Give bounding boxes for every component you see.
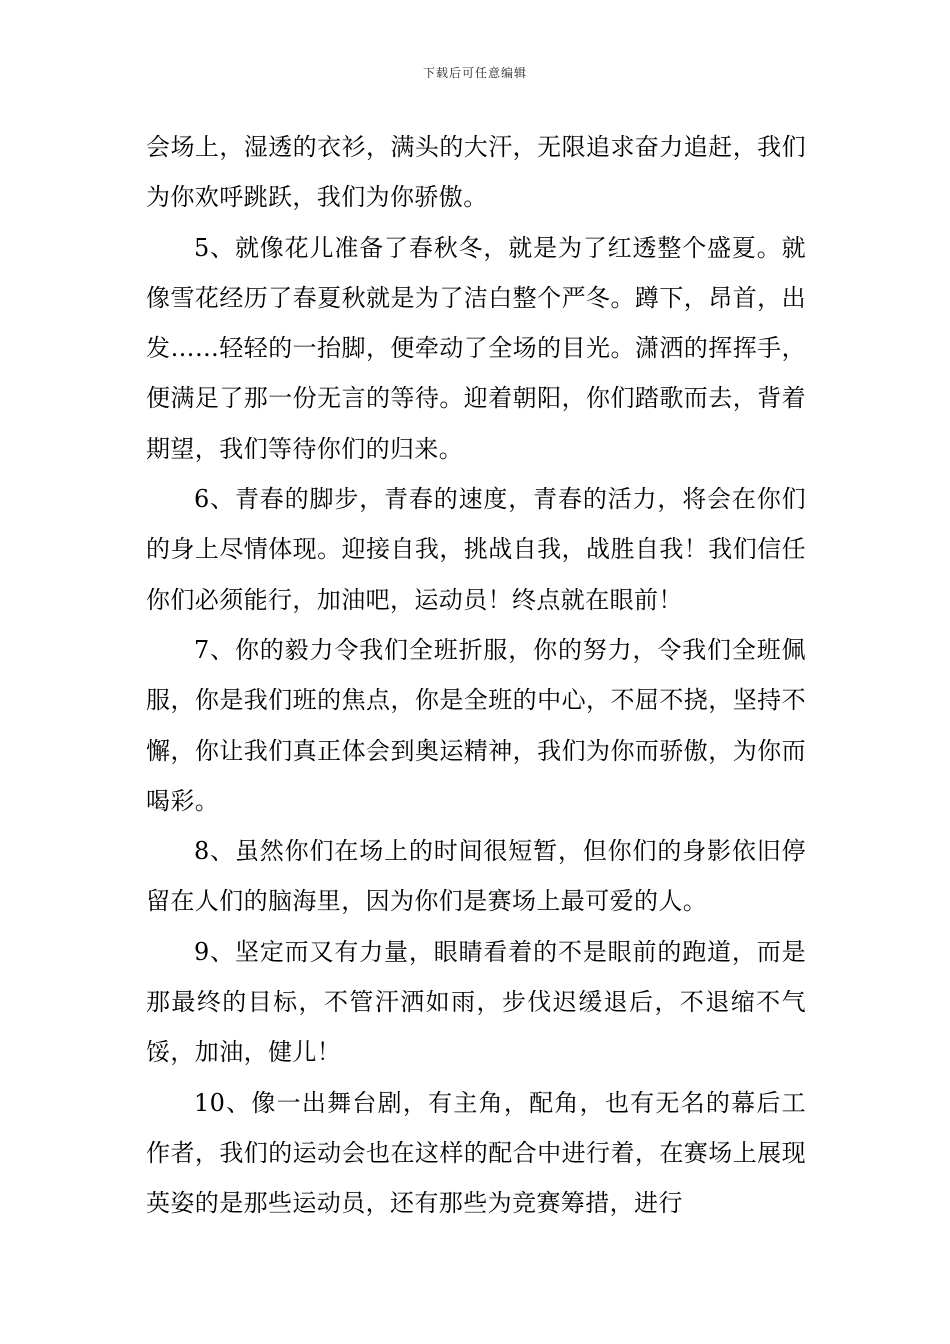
paragraph-item-9: 9、坚定而又有力量，眼睛看着的不是眼前的跑道，而是那最终的目标，不管汗洒如雨，步伐迟缓退后，不退缩不气馁，加油，健儿！ xyxy=(146,937,806,1067)
paragraph-item-10: 10、像一出舞台剧，有主角，配角，也有无名的幕后工作者，我们的运动会也在这样的配合中进行着，在赛场上展现英姿的是那些运动员，还有那些为竞赛筹措，进行 xyxy=(146,1088,806,1218)
paragraph: 会场上，湿透的衣衫，满头的大汗，无限追求奋力追赶，我们为你欢呼跳跃，我们为你骄傲。 xyxy=(146,133,806,212)
paragraph-item-7: 7、你的毅力令我们全班折服，你的努力，令我们全班佩服，你是我们班的焦点，你是全班的中心，不屈不挠，坚持不懈，你让我们真正体会到奥运精神，我们为你而骄傲，为你而喝彩。 xyxy=(146,635,806,815)
page-header: 下载后可任意编辑 xyxy=(422,66,527,80)
paragraph-item-6: 6、青春的脚步，青春的速度，青春的活力，将会在你们的身上尽情体现。迎接自我，挑战自我，战胜自我！我们信任你们必须能行，加油吧，运动员！终点就在眼前！ xyxy=(146,485,806,614)
document-body xyxy=(146,122,806,1229)
paragraph-item-5: 5、就像花儿准备了春秋冬，就是为了红透整个盛夏。就像雪花经历了春夏秋就是为了洁白整个严冬。蹲下，昂首，出发……轻轻的一抬脚，便牵动了全场的目光。潇洒的挥挥手，便满足了那一份无言的等待。迎着朝阳，你们踏歌而去，背着期望，我们等待你们的归来。 xyxy=(146,233,806,463)
paragraph-item-8: 8、虽然你们在场上的时间很短暂，但你们的身影依旧停留在人们的脑海里，因为你们是赛场上最可爱的人。 xyxy=(146,837,806,916)
